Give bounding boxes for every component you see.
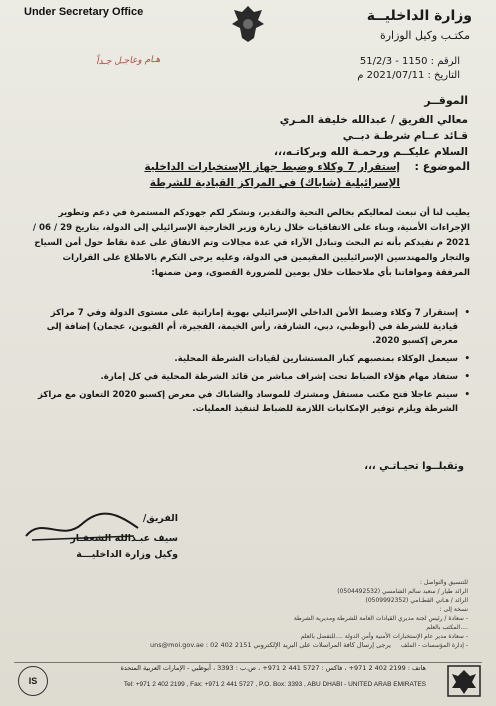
- ministry-logo-icon: [446, 664, 482, 698]
- office-title-ar: مكتـب وكيل الوزارة: [379, 29, 470, 42]
- reference-date: التاريخ : 2021/07/11 م: [357, 70, 460, 81]
- list-item: • إستقرار 7 وكلاء وضبط الأمن الداخلي الإسرائيلي بهوية إماراتية على مستوى الدولة وفي 7 مراكز قيادية للشرطة في (أبوظبي، دبي، الشارقة، رأس الخيمة، الفجيرة، أم القيوين، عجمان) إضافة إلى معرض إكسبو 2020.: [30, 306, 470, 348]
- body-text: يطيب لنا أن نبعث لمعاليكم بخالص التحية والتقدير، ونشكر لكم جهودكم المستمرة في دعم وتطوير الإجراءات الأمنية، وبناء على الاتفاقيات خلال زيارة وزير الخارجية الإسرائيلي إلى الدولة، بتاريخ 29 / 06 / 2021 م نفيدكم بأنه تم البحث وتبادل الآراء في عدة مجالات وتم الاتفاق على عدة نقاط حول أمن السياح والتجار والمهندسين الإسرائيليين المقيمين في الدولة، وعليه يرجى التكرم بالاطلاع على القرارات المرفقة وموافاتنا بأي ملاحظات خلال يومين للضرورة القصوى، ومن ضمنها:: [32, 208, 470, 278]
- list-item: • سيتم عاجلا فتح مكتب مستقل ومشترك للموساد والشاباك في معرض إكسبو 2020 التعاون مع مراكز الشرطة ويلزم توفير الإمكانيات اللازمة للضباط لتنفيذ العمليات.: [30, 388, 470, 416]
- decisions-list: [30, 306, 470, 420]
- cc-line: الرائد / هـاني القطـامي (0509992352): [365, 597, 468, 604]
- signatory-title: وكيل وزارة الداخليـــة: [76, 549, 178, 560]
- falcon-emblem-icon: [228, 2, 268, 46]
- cc-line: - سعادة مدير عام الإستخبارات الأمنية وأمن الدولة ....للتفضل بالعلم: [300, 633, 468, 640]
- closing-line: وتقبلــوا تحيـاتـي ،،،: [364, 461, 464, 472]
- handwritten-note: هـام وعاجـل جـداً: [95, 54, 161, 68]
- salutation: الموقــر: [424, 94, 468, 107]
- reference-number: الرقم : 1150 - 51/2/3: [359, 56, 460, 67]
- list-item: • سيعمل الوكلاء بمنصبهم كبار المستشارين لقيادات الشرطة المحلية.: [30, 352, 470, 366]
- body-paragraph: [26, 206, 470, 281]
- cc-line: - إدارة المؤسسات - الملف: [400, 642, 468, 649]
- subject-label: الموضوع :: [414, 160, 470, 173]
- contact-email-line: uns@moi.gov.ae : 02 402 2151 يرجى إرسال كافة المراسلات على البريد الإلكتروني: [150, 641, 391, 649]
- cc-line: نسخة إلى :: [439, 606, 468, 613]
- signatory-rank: الفريق/: [142, 513, 178, 524]
- footer-address-ar: هاتف : 2199 402 2 971+ ، فاكس : 5727 441 2 971+ ، ص.ب : 3393 ، أبوظبي - الإمارات العربية المتحدة: [120, 664, 426, 672]
- recipient-title: قـائد عــام شرطـة دبــي: [342, 130, 468, 142]
- greeting: السلام عليكــم ورحمـة الله وبركاتـه،،،: [273, 146, 468, 158]
- list-item: • ستفاد مهام هؤلاء الضباط تحت إشراف مباشر من قائد الشرطة المحلية في كل إمارة.: [30, 370, 470, 384]
- footer-address-en: Tel: +971 2 402 2199 , Fax: +971 2 441 5727 , P.O. Box: 3393 , ABU DHABI - UNITED ARAB EMIRATES: [123, 681, 426, 688]
- subject-line-2: الإسرائيلية (شاباك) في المراكز القيادية للشرطة: [149, 177, 400, 189]
- subject-line-1: إستقرار 7 وكلاء وضبط جهاز الإستخبارات الداخلية: [144, 161, 400, 173]
- recipient-name: معالي الفريق / عبدالله خليفة المـري: [279, 114, 468, 126]
- cc-line: الرائد طيار / سعيد سالم الشامسي (0504492532): [337, 588, 468, 595]
- ministry-title-ar: وزارة الداخليــة: [366, 8, 472, 24]
- cc-block: [282, 578, 468, 650]
- office-title-en: Under Secretary Office: [24, 6, 144, 18]
- cc-title: للتنسيق والتواصل :: [419, 579, 468, 586]
- signatory-name: سيف عبـدالله الشعفـار: [70, 533, 178, 544]
- cc-line: - سعادة / رئيس لجنة مديري القيادات العامة للشرطة ومديرية الشرطة ....المكتب بالعلم: [293, 615, 468, 631]
- certification-badge: IS: [18, 666, 48, 696]
